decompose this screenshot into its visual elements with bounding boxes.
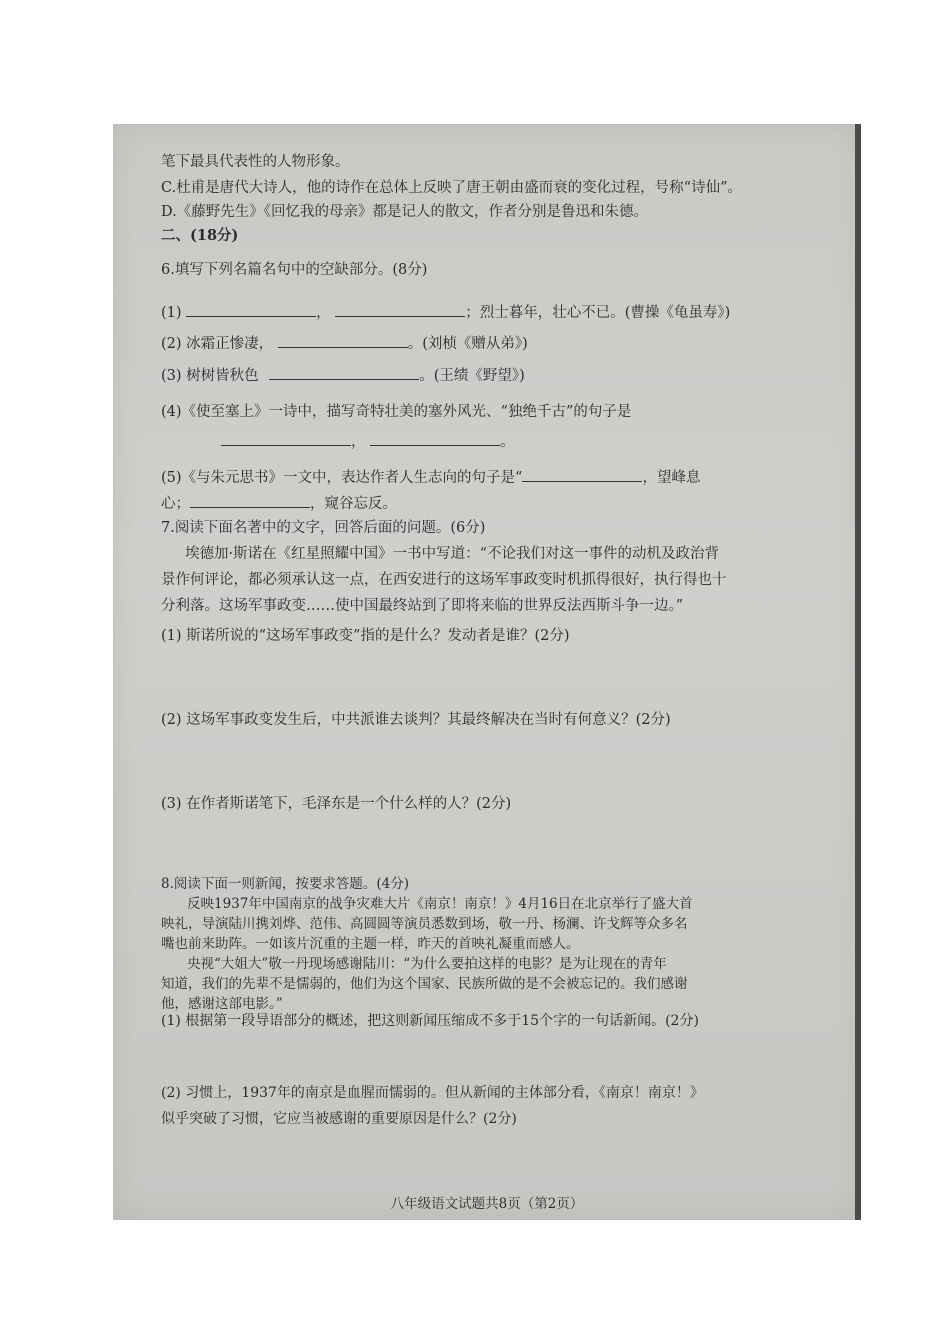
q6-1-number: (1) (161, 305, 182, 321)
q6-4-period: 。 (500, 434, 515, 450)
q6-5-head: (5)《与朱元思书》一文中，表达作者人生志向的句子是“ (161, 470, 523, 486)
question-6-1 (161, 301, 730, 322)
q6-3-head: (3) 树树皆秋色 (161, 368, 259, 384)
section-two-heading: 二、(18分) (161, 227, 239, 244)
question-6-4: (4)《使至塞上》一诗中，描写奇特壮美的塞外风光、“独绝千古”的句子是 (161, 404, 632, 420)
question-8-2: (2) 习惯上，1937年的南京是血腥而懦弱的。但从新闻的主体部分看，《南京！南京！》 (161, 1085, 704, 1101)
q6-2-tail: 。(刘桢《赠从弟》) (407, 336, 528, 352)
answer-blank[interactable] (370, 431, 500, 446)
question-7-2: (2) 这场军事政变发生后，中共派谁去谈判？其最终解决在当时有何意义？(2分) (161, 712, 671, 728)
q6-1-tail: ；烈士暮年，壮心不已。(曹操《龟虽寿》) (465, 305, 731, 321)
question-6-3 (161, 364, 525, 385)
q6-5-xin: 心； (161, 496, 190, 512)
answer-blank[interactable] (221, 431, 351, 446)
answer-blank[interactable] (190, 493, 310, 508)
q6-5-tail: ，窥谷忘反。 (310, 496, 397, 512)
answer-blank[interactable] (278, 333, 408, 348)
question-7: 7.阅读下面名著中的文字，回答后面的问题。(6分) (161, 520, 486, 536)
q6-3-tail: 。(王绩《野望》) (419, 368, 525, 384)
q7-passage-line-1: 埃德加·斯诺在《红星照耀中国》一书中写道：“不论我们对这一事件的动机及政治背 (185, 546, 720, 562)
q6-4-comma: ， (351, 434, 366, 450)
question-6-2 (161, 332, 528, 353)
page-footer: 八年级语文试题共8页（第2页） (390, 1196, 584, 1212)
q8-news-line-5: 知道，我们的先辈不是懦弱的，他们为这个国家、民族所做的是不会被忘记的。我们感谢 (161, 976, 688, 992)
question-7-1: (1) 斯诺所说的“这场军事政变”指的是什么？发动者是谁？(2分) (161, 628, 570, 644)
q7-passage-line-2: 景作何评论，都必须承认这一点，在西安进行的这场军事政变时机抓得很好，执行得也十 (161, 572, 727, 588)
option-d: D.《藤野先生》《回忆我的母亲》都是记人的散文，作者分别是鲁迅和朱德。 (161, 204, 648, 220)
question-6-4-blanks (221, 430, 515, 451)
option-b-continuation: 笔下最具代表性的人物形象。 (161, 154, 350, 170)
q8-news-line-2: 映礼，导演陆川携刘烨、范伟、高圆圆等演员悉数到场，敬一丹、杨澜、许戈辉等众多名 (161, 916, 688, 932)
question-6-5-cont (161, 492, 397, 513)
q6-2-head: (2) 冰霜正惨凄， (161, 336, 274, 352)
q8-news-line-1: 反映1937年中国南京的战争灾难大片《南京！南京！》4月16日在北京举行了盛大首 (187, 896, 693, 912)
paper-edge-shadow (855, 124, 861, 1220)
q8-news-line-6: 他，感谢这部电影。” (161, 996, 283, 1012)
answer-blank[interactable] (522, 467, 642, 482)
question-8-2-cont: 似乎突破了习惯，它应当被感谢的重要原因是什么？(2分) (161, 1111, 517, 1127)
q8-news-line-3: 嘴也前来助阵。一如该片沉重的主题一样，昨天的首映礼凝重而感人。 (161, 936, 580, 952)
q6-1-comma: ， (316, 305, 331, 321)
question-6-5 (161, 466, 700, 487)
exam-paper-photo (113, 124, 861, 1220)
question-7-3: (3) 在作者斯诺笔下，毛泽东是一个什么样的人？(2分) (161, 796, 512, 812)
q6-5-mid: ，望峰息 (642, 470, 701, 486)
question-8: 8.阅读下面一则新闻，按要求答题。(4分) (161, 876, 410, 892)
answer-blank[interactable] (335, 302, 465, 317)
question-6: 6.填写下列名篇名句中的空缺部分。(8分) (161, 262, 428, 278)
option-c: C.杜甫是唐代大诗人，他的诗作在总体上反映了唐王朝由盛而衰的变化过程，号称“诗仙”。 (161, 180, 743, 196)
q7-passage-line-3: 分利落。这场军事政变……使中国最终站到了即将来临的世界反法西斯斗争一边。” (161, 598, 684, 614)
question-8-1: (1) 根据第一段导语部分的概述，把这则新闻压缩成不多于15个字的一句话新闻。(2分) (161, 1013, 699, 1029)
q8-news-line-4: 央视“大姐大”敬一丹现场感谢陆川：“为什么要拍这样的电影？是为让现在的青年 (187, 956, 667, 972)
answer-blank[interactable] (186, 302, 316, 317)
answer-blank[interactable] (269, 365, 419, 380)
